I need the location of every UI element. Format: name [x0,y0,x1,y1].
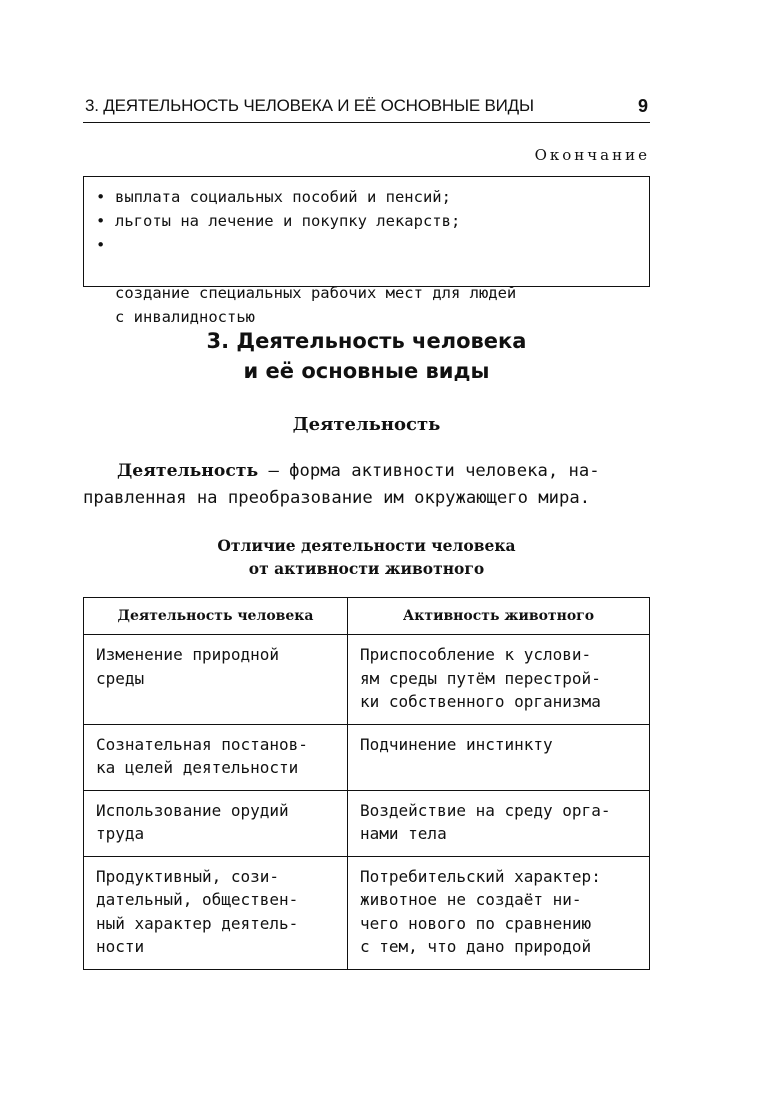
table-row [84,724,650,790]
table-cell: Сознательная постанов- ка целей деятельности [84,724,348,790]
table-caption-line2: от активности животного [248,559,485,578]
table-row [84,635,650,725]
bullet-text: льготы на лечение и покупку лекарств; [115,212,461,230]
bullet-text: выплата социальных пособий и пенсий; [115,188,451,206]
table-caption [83,534,650,580]
section-title-line1: 3. Деятельность человека [206,329,527,353]
bullet-item [96,233,637,329]
table-cell: Изменение природной среды [84,635,348,725]
section-title-line2: и её основные виды [243,359,490,383]
section-title [83,326,650,386]
bullet-item [96,209,637,233]
table-cell: Продуктивный, сози- дательный, обществен- ный характер деятель- ности [84,856,348,969]
table-header-row [84,598,650,635]
bullet-list-box [83,176,650,326]
definition-text-start: — форма активности человека, на- [258,461,600,481]
subsection-title: Деятельность [292,414,441,435]
running-head-title: 3. ДЕЯТЕЛЬНОСТЬ ЧЕЛОВЕКА И ЕЁ ОСНОВНЫЕ ВИДЫ [85,96,534,115]
bullet-text: создание специальных рабочих мест для людей с инвалидностью [115,284,517,326]
table-cell: Подчинение инстинкту [348,724,650,790]
definition-line1 [83,458,650,485]
table-cell: Потребительский характер: животное не создаёт ни- чего нового по сравнению с тем, что дано природой [348,856,650,969]
header-animal-activity: Активность животного [348,598,650,635]
definition-term: Деятельность [117,461,259,481]
table-row [84,856,650,969]
continuation-label: Окончание [534,146,650,164]
table-cell: Использование орудий труда [84,790,348,856]
table-cell: Воздействие на среду орга- нами тела [348,790,650,856]
running-head [83,96,650,123]
bullet-dot-icon: • [96,236,106,254]
table-row [84,790,650,856]
page-number: 9 [637,96,648,116]
definition-line2: правленная на преобразование им окружающего мира. [83,488,591,508]
definition-paragraph [83,458,650,512]
comparison-table [83,597,650,970]
bullet-dot-icon: • [96,188,106,206]
table-cell: Приспособление к услови- ям среды путём перестрой- ки собственного организма [348,635,650,725]
bullet-dot-icon: • [96,212,106,230]
bullet-item [96,185,637,209]
header-human-activity: Деятельность человека [84,598,348,635]
table-caption-line1: Отличие деятельности человека [217,536,516,555]
